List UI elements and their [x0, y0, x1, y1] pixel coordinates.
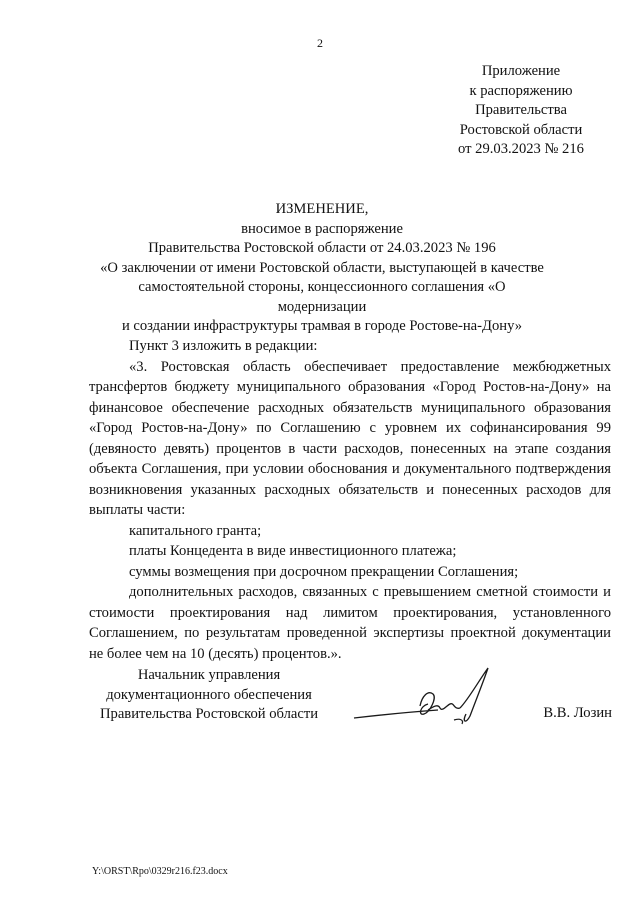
- signature-image: [350, 660, 510, 740]
- list-item: капитального гранта;: [129, 522, 262, 539]
- document-body: [89, 336, 611, 664]
- signer-name: В.В. Лозин: [543, 705, 612, 721]
- heading-line: Правительства Ростовской области от 24.03.2023 № 196: [148, 240, 496, 256]
- signer-title-line: документационного обеспечения: [106, 686, 312, 703]
- appendix-block: [428, 62, 614, 160]
- appendix-line: Приложение: [481, 63, 561, 79]
- heading-line: самостоятельной стороны, концессионного соглашения «О модернизации: [138, 279, 506, 315]
- page-number: 2: [317, 36, 323, 50]
- last-paragraph: дополнительных расходов, связанных с превышением сметной стоимости и стоимости проектирования над лимитом проектирования, установленного Соглашением, по результатам проведенной экспертизы проектной документации не более чем на 10 (десять) процентов.».: [89, 584, 611, 662]
- intro-paragraph: Пункт 3 изложить в редакции:: [129, 338, 318, 354]
- heading-title: ИЗМЕНЕНИЕ,: [275, 201, 369, 217]
- appendix-line: к распоряжению: [469, 82, 573, 99]
- list-item: суммы возмещения при досрочном прекращении Соглашения;: [129, 563, 519, 580]
- heading-line: «О заключении от имени Ростовской области, выступающей в качестве: [100, 259, 544, 276]
- appendix-line: Правительства: [475, 102, 567, 118]
- list-item: платы Концедента в виде инвестиционного платежа;: [129, 543, 457, 559]
- document-heading: [94, 200, 550, 337]
- appendix-line: Ростовской области: [459, 121, 583, 138]
- signer-title-line: Правительства Ростовской области: [99, 706, 319, 722]
- signer-title-line: Начальник управления: [137, 667, 281, 683]
- signer-title: [89, 666, 329, 725]
- appendix-line: от 29.03.2023 № 216: [458, 141, 584, 157]
- heading-line: вносимое в распоряжение: [241, 220, 403, 237]
- main-paragraph: «3. Ростовская область обеспечивает предоставление межбюджетных трансфертов бюджету муниципального образования «Город Ростов-на-Дону» на финансовое обеспечение расходных обязательств муниципального образования «Город Ростов-на-Дону» по Соглашению с уровнем их софинансирования 99 (девяносто девять) процентов в части расходов, понесенных на этапе создания объекта Соглашения, при условии обоснования и документального подтверждения возникновения указанных расходных обязательств и понесенных расходов для выплаты части:: [89, 358, 611, 518]
- file-path: Y:\ORST\Rpo\0329r216.f23.docx: [92, 866, 228, 877]
- heading-line: и создании инфраструктуры трамвая в городе Ростове-на-Дону»: [121, 318, 523, 334]
